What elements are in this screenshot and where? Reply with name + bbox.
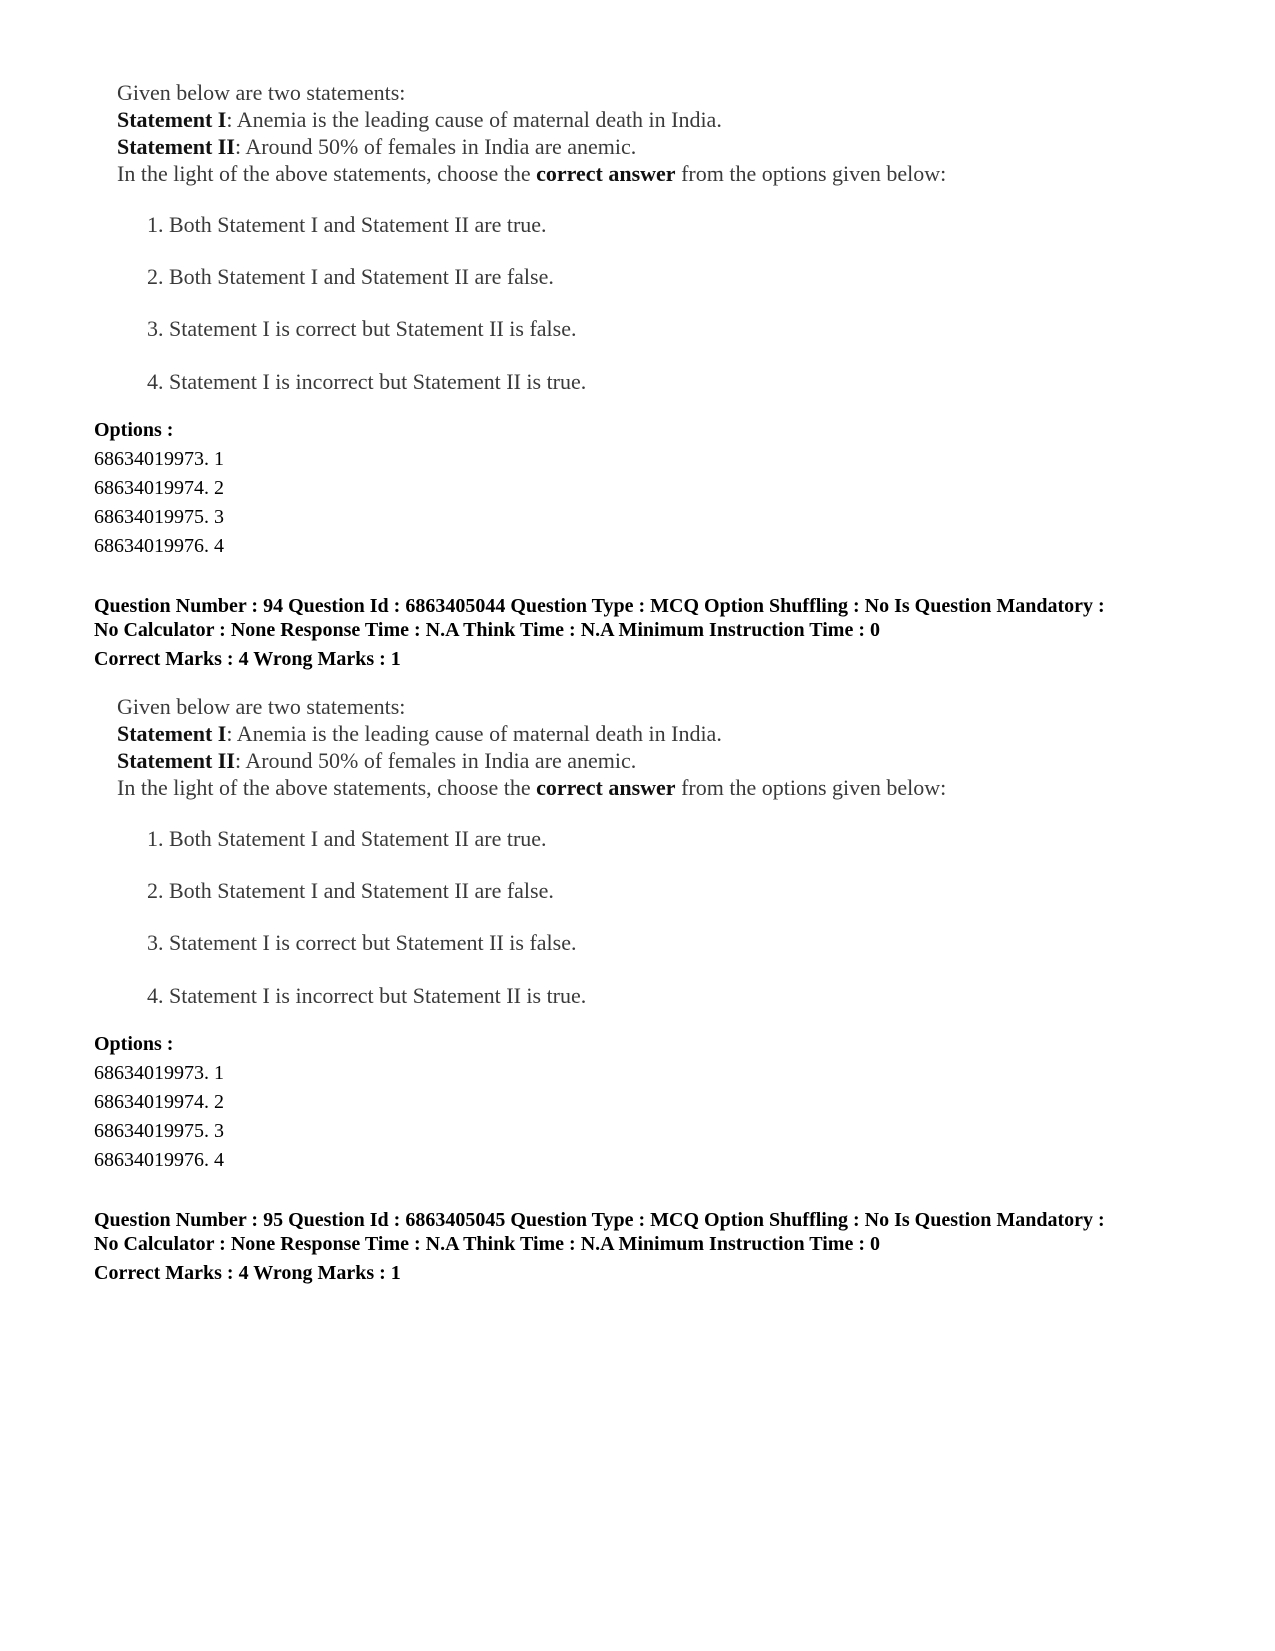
meta-line-1: Question Number : 95 Question Id : 6863405045 Question Type : MCQ Option Shuffling : No Is Question Mandatory : [94,1209,1105,1231]
options-block-2 [94,1030,224,1175]
statement-1-label: Statement I [117,721,227,746]
question-stem-image-2 [117,693,1077,1008]
statement-2 [117,747,1077,774]
question-stem-image-1 [117,79,1077,394]
choice-item: 4. Statement I is incorrect but Statement II is true. [147,369,587,394]
statement-2-label: Statement II [117,134,235,159]
statement-1 [117,106,1077,133]
instruction-bold: correct answer [536,775,676,800]
meta-line-1: Question Number : 94 Question Id : 6863405044 Question Type : MCQ Option Shuffling : No Is Question Mandatory : [94,595,1105,617]
statement-1-text: : Anemia is the leading cause of maternal death in India. [226,721,722,746]
option-item: 68634019976. 4 [94,1149,224,1171]
statement-1-label: Statement I [117,107,227,132]
option-item: 68634019974. 2 [94,477,224,499]
instruction-pre: In the light of the above statements, choose the [117,775,537,800]
question-meta-94 [94,594,1224,671]
stem-intro: Given below are two statements: [117,80,406,105]
instruction-pre: In the light of the above statements, choose the [117,161,537,186]
instruction-post: from the options given below: [675,161,947,186]
choice-item: 3. Statement I is correct but Statement II is false. [147,930,577,955]
marks-line: Correct Marks : 4 Wrong Marks : 1 [94,648,401,670]
statement-2-label: Statement II [117,748,235,773]
options-heading: Options : [94,1033,174,1055]
question-meta-95 [94,1208,1224,1285]
option-item: 68634019975. 3 [94,506,224,528]
option-item: 68634019973. 1 [94,1062,224,1084]
option-item: 68634019976. 4 [94,535,224,557]
options-block-1 [94,416,224,561]
choice-item: 2. Both Statement I and Statement II are false. [147,264,554,289]
choice-item: 4. Statement I is incorrect but Statement II is true. [147,983,587,1008]
meta-line-2: No Calculator : None Response Time : N.A Think Time : N.A Minimum Instruction Time : 0 [94,619,880,641]
marks-line: Correct Marks : 4 Wrong Marks : 1 [94,1262,401,1284]
stem-intro: Given below are two statements: [117,694,406,719]
choice-item: 2. Both Statement I and Statement II are false. [147,878,554,903]
statement-2-text: : Around 50% of females in India are anemic. [234,748,637,773]
choice-item: 1. Both Statement I and Statement II are true. [147,212,547,237]
option-item: 68634019975. 3 [94,1120,224,1142]
instruction [117,774,1077,801]
statement-2-text: : Around 50% of females in India are anemic. [234,134,637,159]
instruction [117,160,1077,187]
instruction-bold: correct answer [536,161,676,186]
choice-item: 3. Statement I is correct but Statement II is false. [147,316,577,341]
statement-1 [117,720,1077,747]
meta-line-2: No Calculator : None Response Time : N.A Think Time : N.A Minimum Instruction Time : 0 [94,1233,880,1255]
options-heading: Options : [94,419,174,441]
choice-item: 1. Both Statement I and Statement II are true. [147,826,547,851]
option-item: 68634019973. 1 [94,448,224,470]
instruction-post: from the options given below: [675,775,947,800]
statement-1-text: : Anemia is the leading cause of maternal death in India. [226,107,722,132]
option-item: 68634019974. 2 [94,1091,224,1113]
statement-2 [117,133,1077,160]
